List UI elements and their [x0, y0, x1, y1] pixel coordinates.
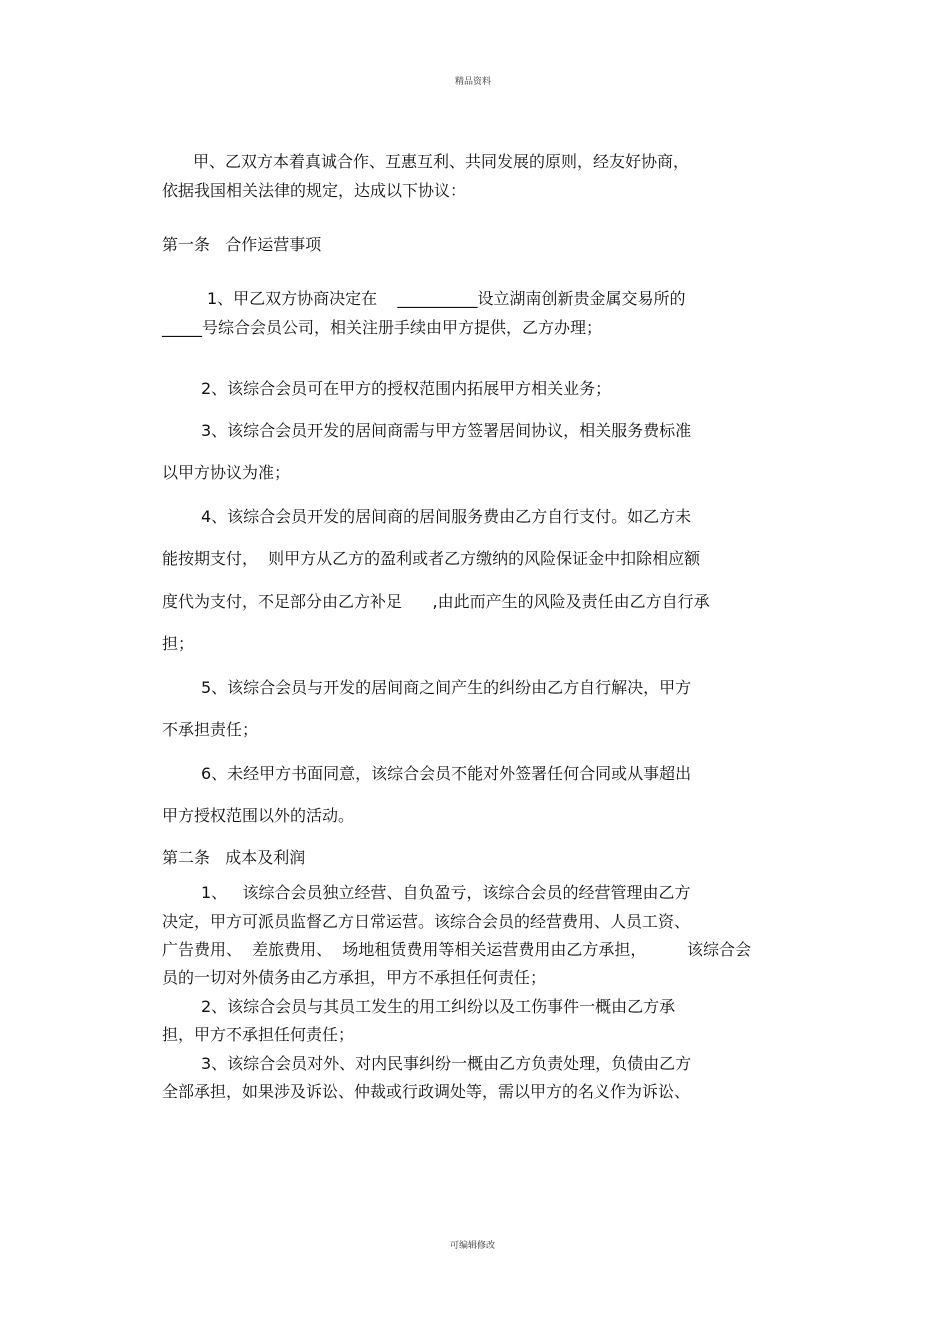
article-1-line: _____号综合会员公司，相关注册手续由甲方提供，乙方办理； — [162, 318, 603, 337]
article-2-line: 全部承担，如果涉及诉讼、仲裁或行政调处等，需以甲方的名义作为诉讼、 — [162, 1082, 691, 1101]
article-1-line: 不承担责任； — [162, 720, 259, 739]
article-2-line: 1、 该综合会员独立经营、自负盈亏，该综合会员的经营管理由乙方 — [201, 883, 691, 902]
article-1-line: 以甲方协议为准； — [162, 463, 291, 482]
article-1-line: 6、未经甲方书面同意，该综合会员不能对外签署任何合同或从事超出 — [201, 764, 692, 783]
article-2-line: 员的一切对外债务由乙方承担，甲方不承担任何责任； — [162, 968, 547, 987]
intro-line: 依据我国相关法律的规定，达成以下协议： — [162, 181, 467, 200]
article-2-line: 决定，甲方可派员监督乙方日常运营。该综合会员的经营费用、人员工资、 — [162, 912, 691, 931]
article-2-line: 3、该综合会员对外、对内民事纠纷一概由乙方负责处理，负债由乙方 — [201, 1054, 692, 1073]
article-1-line: 1、甲乙双方协商决定在 __________设立湖南创新贵金属交易所的 — [207, 289, 686, 308]
article-1-line: 担； — [162, 634, 195, 653]
article-1-line: 度代为支付，不足部分由乙方补足 ,由此而产生的风险及责任由乙方自行承 — [162, 592, 710, 611]
article-2-line: 担，甲方不承担任何责任； — [162, 1025, 355, 1044]
article-2-heading: 第二条 成本及利润 — [162, 848, 306, 867]
article-1-line: 2、该综合会员可在甲方的授权范围内拓展甲方相关业务； — [201, 379, 612, 398]
article-1-line: 甲方授权范围以外的活动。 — [162, 806, 355, 825]
article-1-line: 能按期支付， 则甲方从乙方的盈利或者乙方缴纳的风险保证金中扣除相应额 — [162, 549, 701, 568]
article-1-line: 3、该综合会员开发的居间商需与甲方签署居间协议，相关服务费标准 — [201, 421, 692, 440]
intro-line: 甲、乙双方本着真诚合作、互惠互利、共同发展的原则，经友好协商， — [193, 152, 690, 171]
article-1-line: 4、该综合会员开发的居间商的居间服务费由乙方自行支付。如乙方未 — [201, 507, 692, 526]
article-2-line: 2、该综合会员与其员工发生的用工纠纷以及工伤事件一概由乙方承 — [201, 997, 676, 1016]
article-1-line: 5、该综合会员与开发的居间商之间产生的纠纷由乙方自行解决，甲方 — [201, 678, 692, 697]
page-footer: 可编辑修改 — [450, 1241, 496, 1251]
article-1-heading: 第一条 合作运营事项 — [162, 235, 322, 254]
page-header: 精品资料 — [455, 77, 492, 87]
article-2-line: 广告费用、 差旅费用、 场地租赁费用等相关运营费用由乙方承担， 该综合会 — [162, 940, 752, 959]
